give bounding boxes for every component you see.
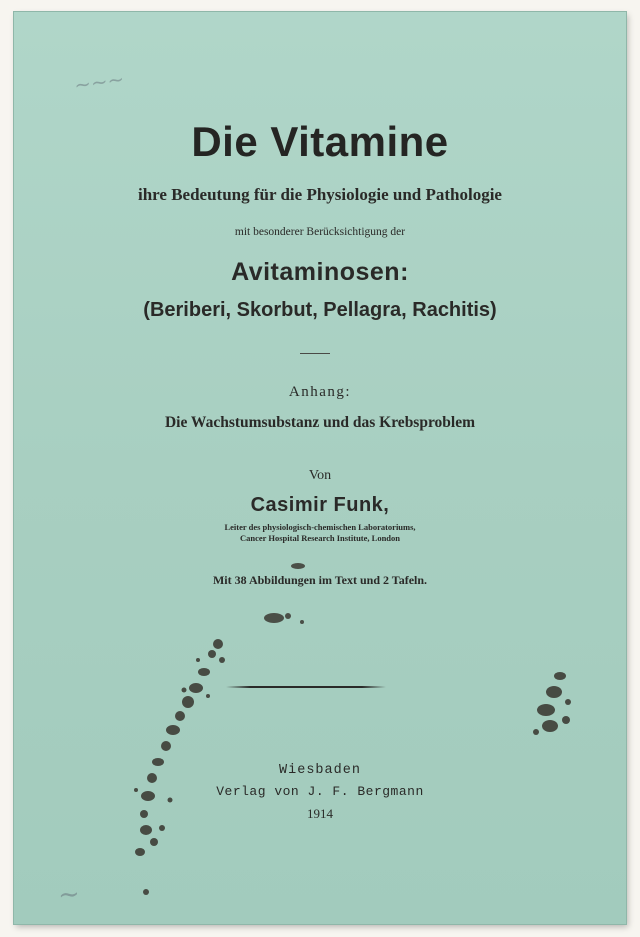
book-cover xyxy=(14,12,626,924)
figures-note: Mit 38 Abbildungen im Text und 2 Tafeln. xyxy=(212,573,428,587)
pencil-mark-bottom: ~ xyxy=(56,879,81,911)
subtitle-note: mit besonderer Berücksichtigung der xyxy=(234,226,406,238)
ink-spot-small xyxy=(288,560,308,572)
appendix-label: Anhang: xyxy=(288,384,352,400)
author-name: Casimir Funk, xyxy=(250,494,390,516)
appendix-title: Die Wachstumsubstanz und das Krebsproblem xyxy=(164,414,476,431)
ink-spot-center xyxy=(258,606,318,630)
author-affiliation-1: Leiter des physiologisch-chemischen Laboratoriums, xyxy=(224,522,416,532)
pencil-mark-top: ~~~ xyxy=(72,66,126,98)
author-affiliation-2: Cancer Hospital Research Institute, London xyxy=(239,533,400,543)
disease-list: (Beriberi, Skorbut, Pellagra, Rachitis) xyxy=(143,299,497,321)
publication-year: 1914 xyxy=(307,806,333,821)
book-subtitle: ihre Bedeutung für die Physiologie und Pathologie xyxy=(138,185,502,204)
divider-short xyxy=(300,353,330,354)
focus-heading: Avitaminosen: xyxy=(231,258,409,286)
divider-long xyxy=(226,686,386,688)
book-title: Die Vitamine xyxy=(191,118,449,165)
by-line: Von xyxy=(308,468,332,483)
ink-stain-right xyxy=(520,662,590,752)
publisher: Verlag von J. F. Bergmann xyxy=(216,784,424,799)
publication-place: Wiesbaden xyxy=(279,763,361,778)
